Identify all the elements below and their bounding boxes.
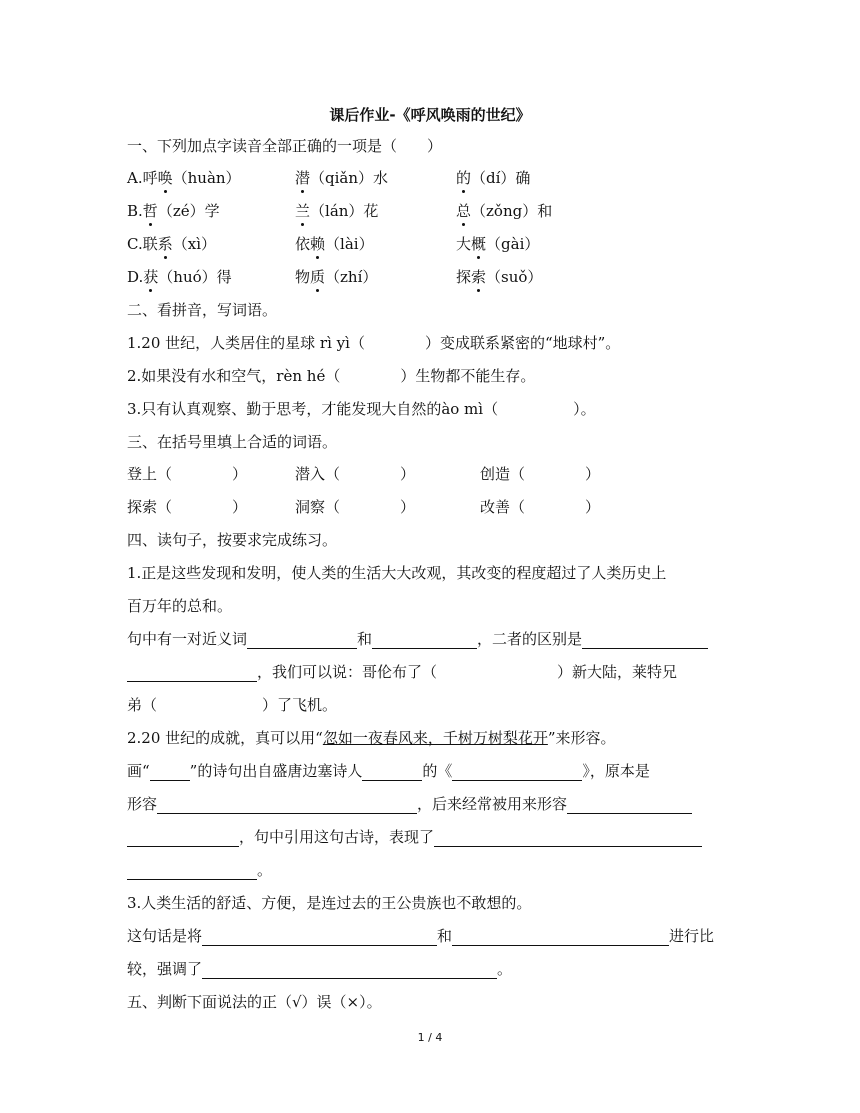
section3-heading: 三、在括号里填上合适的词语。 xyxy=(127,433,338,451)
answer-blank[interactable] xyxy=(157,796,417,814)
answer-blank[interactable] xyxy=(127,829,239,847)
page-number: 1 / 4 xyxy=(417,1031,443,1044)
q4-2-sentence: 2.20 世纪的成就，真可以用“忽如一夜春风来，千树万树梨花开”来形容。 xyxy=(127,729,616,747)
q4-1-aircraft-line: 弟（ ）了飞机。 xyxy=(127,696,338,714)
option-b-word3: 总（zǒng）和 xyxy=(456,202,553,220)
pinyin-question-1: 1.20 世纪，人类居住的星球 rì yì（ ）变成联系紧密的“地球村”。 xyxy=(127,334,621,352)
option-c-word2: 依赖（lài） xyxy=(295,235,374,253)
fill-item-4: 探索（ ） xyxy=(127,498,248,516)
answer-blank[interactable] xyxy=(150,763,190,781)
answer-blank[interactable] xyxy=(582,631,708,649)
option-d-word3: 探索（suǒ） xyxy=(456,268,543,286)
q4-3-emphasis-line: 较，强调了 。 xyxy=(127,960,513,978)
q4-1-synonym-line: 句中有一对近义词 和 ，二者的区别是 xyxy=(127,629,708,649)
q4-1-sentence-line2: 百万年的总和。 xyxy=(127,597,233,615)
q4-1-difference-line: ，我们可以说：哥伦布了（ ）新大陆，莱特兄 xyxy=(127,662,677,682)
section5-heading: 五、判断下面说法的正（√）误（×）。 xyxy=(127,993,382,1011)
poem-quote: 忽如一夜春风来，千树万树梨花开 xyxy=(322,729,548,747)
option-b-word1: B.哲（zé）学 xyxy=(127,202,220,220)
answer-blank[interactable] xyxy=(127,664,257,682)
page-title: 课后作业-《呼风唤雨的世纪》 xyxy=(329,106,531,124)
fill-item-6: 改善（ ） xyxy=(480,498,601,516)
q4-1-sentence-line1: 1.正是这些发现和发明，使人类的生活大大改观，其改变的程度超过了人类历史上 xyxy=(127,564,667,582)
answer-blank[interactable] xyxy=(127,862,257,880)
pinyin-question-3: 3.只有认真观察、勤于思考，才能发现大自然的ào mì（ ）。 xyxy=(127,400,596,418)
option-d-word2: 物质（zhí） xyxy=(295,268,378,286)
answer-blank[interactable] xyxy=(434,829,702,847)
option-c-word3: 大概（gài） xyxy=(456,235,540,253)
answer-blank[interactable] xyxy=(202,928,437,946)
answer-blank[interactable] xyxy=(202,961,497,979)
fill-item-5: 洞察（ ） xyxy=(295,498,416,516)
answer-blank[interactable] xyxy=(362,763,422,781)
q4-2-meaning-line: 形容 ，后来经常被用来形容 xyxy=(127,794,692,814)
q4-2-express-line: ，句中引用这句古诗，表现了 xyxy=(127,827,702,847)
section1-heading: 一、下列加点字读音全部正确的一项是（ ） xyxy=(127,137,443,155)
option-b-word2: 兰（lán）花 xyxy=(295,202,379,220)
fill-item-3: 创造（ ） xyxy=(480,465,601,483)
section4-heading: 四、读句子，按要求完成练习。 xyxy=(127,531,338,549)
answer-blank[interactable] xyxy=(247,631,357,649)
answer-blank[interactable] xyxy=(567,796,692,814)
answer-blank[interactable] xyxy=(452,763,582,781)
q4-3-sentence: 3.人类生活的舒适、方便，是连过去的王公贵族也不敢想的。 xyxy=(127,894,532,912)
section2-heading: 二、看拼音，写词语。 xyxy=(127,301,278,319)
answer-blank[interactable] xyxy=(372,631,477,649)
pinyin-question-2: 2.如果没有水和空气，rèn hé（ ）生物都不能生存。 xyxy=(127,367,536,385)
option-a-word2: 潜（qiǎn）水 xyxy=(295,169,389,187)
q4-2-source-line: 画“ ”的诗句出自盛唐边塞诗人 的《 》，原本是 xyxy=(127,762,650,780)
q4-3-compare-line: 这句话是将 和 进行比 xyxy=(127,927,715,945)
fill-item-1: 登上（ ） xyxy=(127,465,248,483)
q4-2-end-line: 。 xyxy=(127,860,272,880)
option-a-word1: A.呼唤（huàn） xyxy=(127,169,241,187)
fill-item-2: 潜入（ ） xyxy=(295,465,416,483)
option-c-word1: C.联系（xì） xyxy=(127,235,216,253)
answer-blank[interactable] xyxy=(452,928,669,946)
option-d-word1: D.获（huó）得 xyxy=(127,268,232,286)
option-a-word3: 的（dí）确 xyxy=(456,169,531,187)
